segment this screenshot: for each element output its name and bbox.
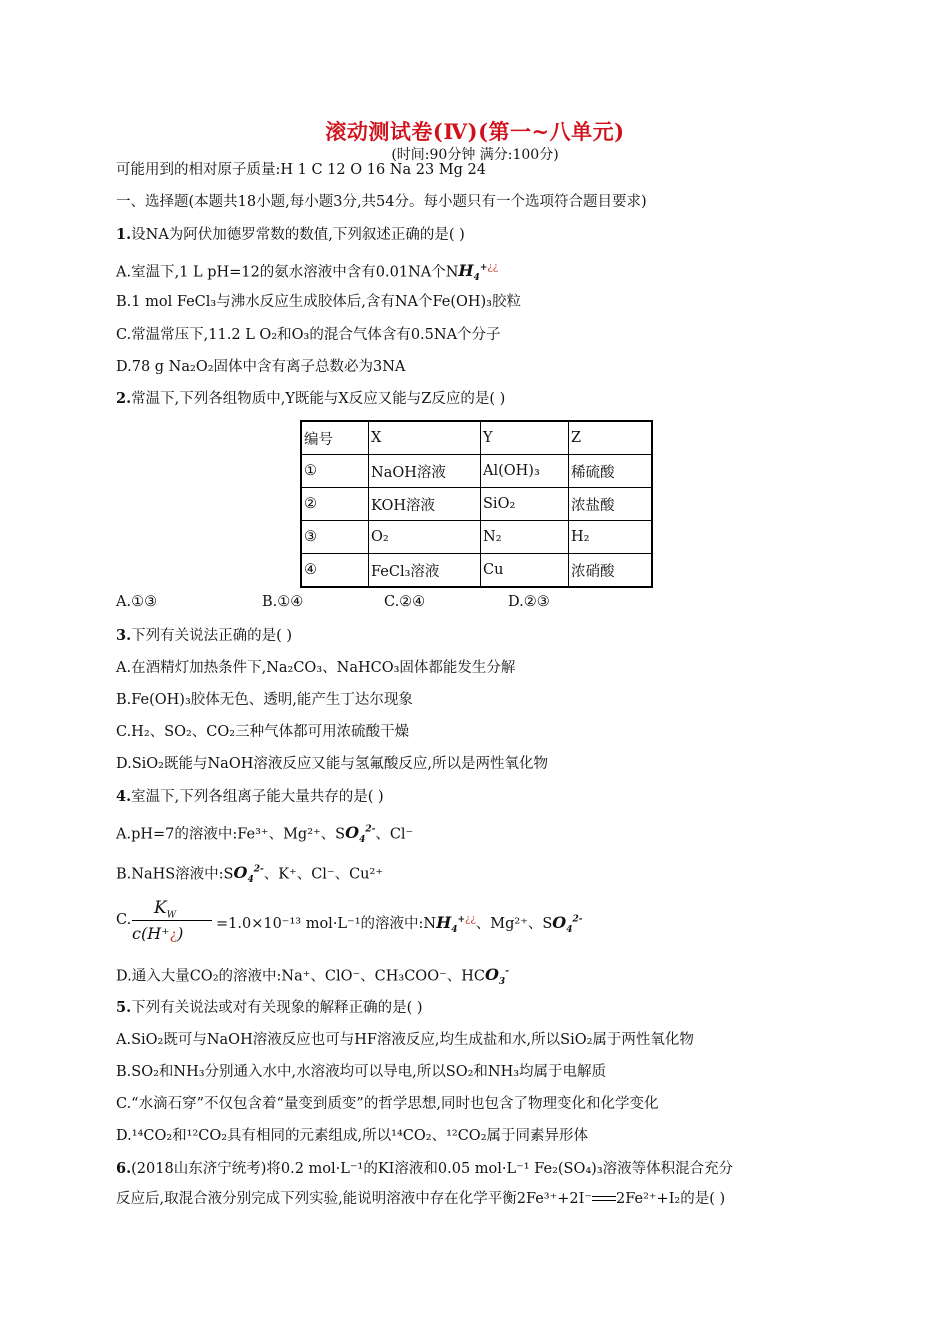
q5-option-d: D.¹⁴CO₂和¹²CO₂具有相同的元素组成,所以¹⁴CO₂、¹²CO₂属于同素异形体 xyxy=(116,1128,589,1144)
question-4 xyxy=(116,787,384,807)
question-1 xyxy=(116,225,465,245)
table-cell: FeCl₃溶液 xyxy=(369,554,481,588)
q3-option-c: C.H₂、SO₂、CO₂三种气体都可用浓硫酸干燥 xyxy=(116,724,410,740)
table-cell: N₂ xyxy=(481,521,569,554)
q2-option-b: B.①④ xyxy=(262,594,304,610)
question-stem: 设NA为阿伏加德罗常数的数值,下列叙述正确的是( ) xyxy=(131,227,465,243)
question-number: 1. xyxy=(116,226,132,243)
table-row xyxy=(301,521,652,554)
q2-option-d: D.②③ xyxy=(508,594,550,610)
table-cell: Cu xyxy=(481,554,569,588)
table-cell: NaOH溶液 xyxy=(369,455,481,488)
question-number: 3. xyxy=(116,627,132,644)
question-stem: 下列有关说法或对有关现象的解释正确的是( ) xyxy=(131,1000,423,1016)
table-cell: ② xyxy=(301,488,369,521)
q5-option-a: A.SiO₂既可与NaOH溶液反应也可与HF溶液反应,均生成盐和水,所以SiO₂属于两性氧化物 xyxy=(116,1032,694,1048)
question-number: 2. xyxy=(116,390,132,407)
section-heading: 一、选择题(本题共18小题,每小题3分,共54分。每小题只有一个选项符合题目要求) xyxy=(116,194,647,210)
table-cell: Al(OH)₃ xyxy=(481,455,569,488)
page-title: 滚动测试卷(Ⅳ)(第一~八单元) xyxy=(325,119,625,144)
atomic-masses: 可能用到的相对原子质量:H 1 C 12 O 16 Na 23 Mg 24 xyxy=(116,162,486,178)
question-number: 4. xyxy=(116,788,132,805)
question-2 xyxy=(116,389,505,409)
sulfate-formula: $O_4^{2-}$ xyxy=(233,863,264,886)
reaction-table xyxy=(300,420,653,588)
option-text: D.通入大量CO₂的溶液中:Na⁺、ClO⁻、CH₃COO⁻、HC xyxy=(116,968,485,985)
table-cell: 浓盐酸 xyxy=(569,488,653,521)
option-text: 、Cl⁻ xyxy=(375,826,414,843)
question-5 xyxy=(116,998,423,1018)
option-text: 、K⁺、Cl⁻、Cu²⁺ xyxy=(263,866,383,883)
table-row xyxy=(301,554,652,588)
kw-denominator: c(H⁺¿) xyxy=(132,924,184,943)
option-text: =1.0×10⁻¹³ mol·L⁻¹的溶液中$:NH_4^{+¿¿}$、Mg²⁺、$SO_4^{2-}$ xyxy=(216,913,583,936)
option-text: A.pH=7的溶液中:Fe³⁺、Mg²⁺、S xyxy=(116,826,346,843)
ammonium-formula: $H_4^{+¿¿}$ xyxy=(458,261,499,284)
q1-option-c: C.常温常压下,11.2 L O₂和O₃的混合气体含有0.5NA个分子 xyxy=(116,327,501,343)
sulfate-formula: $O_4^{2-}$ xyxy=(345,823,376,846)
table-cell: ① xyxy=(301,455,369,488)
q4-option-b xyxy=(116,860,383,891)
table-header: 编号 xyxy=(301,421,369,455)
table-header: Y xyxy=(481,421,569,455)
q2-option-a: A.①③ xyxy=(116,594,158,610)
q3-option-a: A.在酒精灯加热条件下,Na₂CO₃、NaHCO₃固体都能发生分解 xyxy=(116,660,516,676)
q4-option-a xyxy=(116,820,413,851)
q1-option-b: B.1 mol FeCl₃与沸水反应生成胶体后,含有NA个Fe(OH)₃胶粒 xyxy=(116,294,521,310)
bicarbonate-formula: $O_3^-$ xyxy=(484,965,509,988)
question-stem: 常温下,下列各组物质中,Y既能与X反应又能与Z反应的是( ) xyxy=(131,391,506,407)
option-text: B.NaHS溶液中:S xyxy=(116,866,234,883)
table-row xyxy=(301,488,652,521)
q1-option-d: D.78 g Na₂O₂固体中含有离子总数必为3NA xyxy=(116,359,406,375)
question-stem: 室温下,下列各组离子能大量共存的是( ) xyxy=(131,789,384,805)
table-cell: KOH溶液 xyxy=(369,488,481,521)
q2-option-c: C.②④ xyxy=(384,594,426,610)
q5-option-c: C.“水滴石穿”不仅包含着“量变到质变”的哲学思想,同时也包含了物理变化和化学变化 xyxy=(116,1096,659,1112)
option-label: C. xyxy=(116,912,132,928)
table-cell: 浓硝酸 xyxy=(569,554,653,588)
table-header: Z xyxy=(569,421,653,455)
table-cell: ③ xyxy=(301,521,369,554)
table-cell: ④ xyxy=(301,554,369,588)
table-row xyxy=(301,455,652,488)
q4-option-d xyxy=(116,962,509,993)
question-stem: 2Fe²⁺+I₂的是( ) xyxy=(616,1191,726,1207)
question-6-continued xyxy=(116,1189,725,1209)
table-cell: H₂ xyxy=(569,521,653,554)
question-6 xyxy=(116,1159,733,1179)
q1-option-a xyxy=(116,258,498,289)
question-3 xyxy=(116,626,292,646)
exam-subtitle: (时间:90分钟 满分:100分) xyxy=(391,147,559,163)
kw-numerator: $K_W$ xyxy=(154,898,176,921)
q5-option-b: B.SO₂和NH₃分别通入水中,水溶液均可以导电,所以SO₂和NH₃均属于电解质 xyxy=(116,1064,607,1080)
table-cell: O₂ xyxy=(369,521,481,554)
question-stem: 下列有关说法正确的是( ) xyxy=(131,628,293,644)
table-cell: 稀硫酸 xyxy=(569,455,653,488)
table-cell: SiO₂ xyxy=(481,488,569,521)
q3-option-d: D.SiO₂既能与NaOH溶液反应又能与氢氟酸反应,所以是两性氧化物 xyxy=(116,756,548,772)
equilibrium-arrow-icon xyxy=(592,1195,616,1203)
option-text: A.室温下,1 L pH=12的氨水溶液中含有0.01NA个N xyxy=(116,264,459,281)
table-header: X xyxy=(369,421,481,455)
table-header-row xyxy=(301,421,652,455)
question-number: 6. xyxy=(116,1160,132,1177)
question-number: 5. xyxy=(116,999,132,1016)
question-stem: 反应后,取混合液分别完成下列实验,能说明溶液中存在化学平衡2Fe³⁺+2I⁻ xyxy=(116,1191,593,1207)
fraction-bar xyxy=(132,920,212,921)
question-stem: (2018山东济宁统考)将0.2 mol·L⁻¹的KI溶液和0.05 mol·L⁻¹ Fe₂(SO₄)₃溶液等体积混合充分 xyxy=(131,1161,734,1177)
q3-option-b: B.Fe(OH)₃胶体无色、透明,能产生丁达尔现象 xyxy=(116,692,413,708)
